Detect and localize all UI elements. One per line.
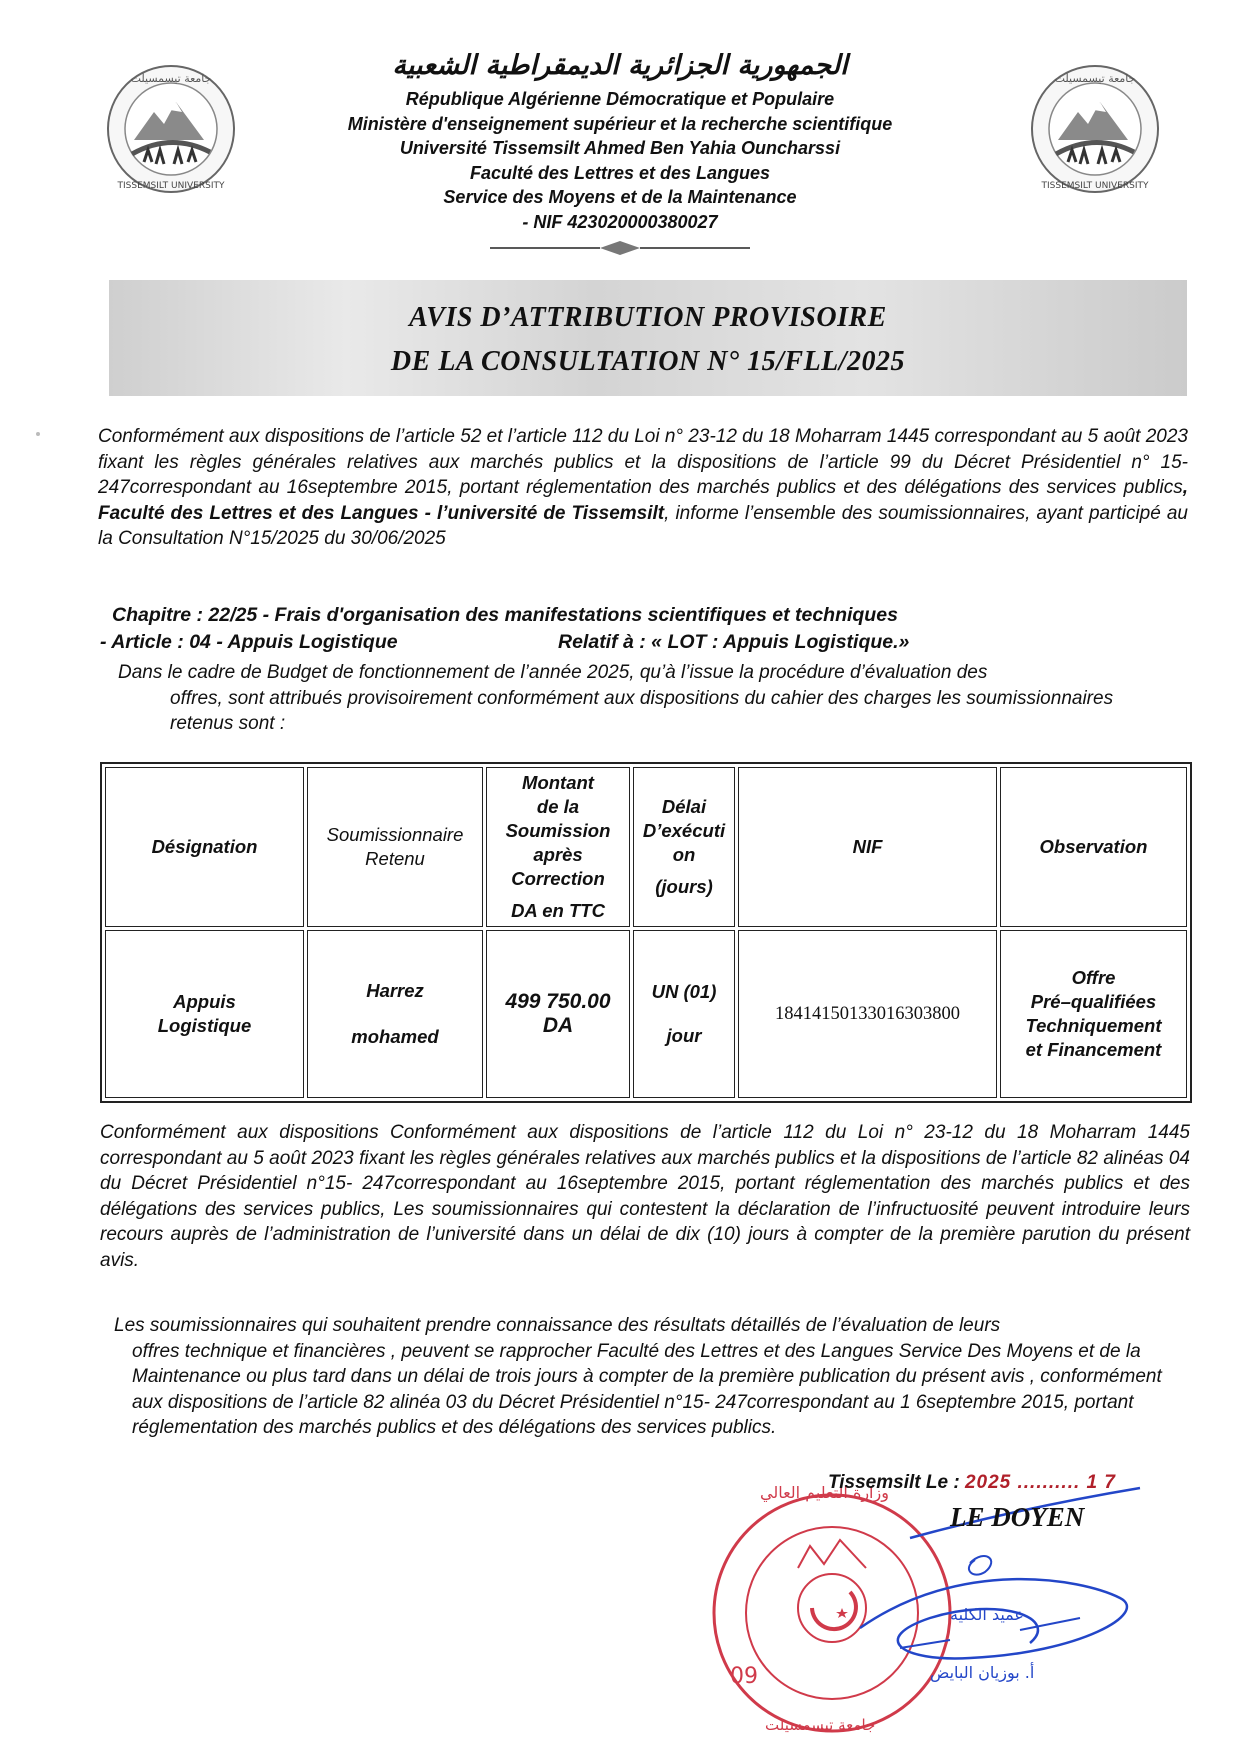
chapter-line: Chapitre : 22/25 - Frais d'organisation des manifestations scientifiques et techniques xyxy=(112,604,898,626)
table-row xyxy=(105,930,1187,1098)
svg-text:TISSEMSILT UNIVERSITY: TISSEMSILT UNIVERSITY xyxy=(1041,181,1149,191)
signature-date-stamp: 2025 .......... 1 7 xyxy=(964,1472,1116,1493)
svg-text:جامعة تيسمسيلت: جامعة تيسمسيلت xyxy=(1054,72,1136,85)
col-soumissionnaire: Soumissionnaire Retenu xyxy=(307,767,483,927)
letterhead xyxy=(250,50,990,258)
resultats-paragraph xyxy=(114,1313,1190,1441)
header-faculty: Faculté des Lettres et des Langues xyxy=(469,162,771,183)
budget-paragraph xyxy=(118,660,1178,737)
university-seal-left-icon xyxy=(104,62,238,196)
cell-delai: UN (01) jour xyxy=(633,930,735,1098)
signature-title: LE DOYEN xyxy=(950,1502,1085,1532)
article-line xyxy=(100,631,1190,654)
header-republic: République Algérienne Démocratique et Populaire xyxy=(405,89,835,109)
recours-paragraph: Conformément aux dispositions Conformément aux dispositions de l’article 112 du Loi n° 23-12 du 18 Moharram 1445 correspondant au 5 août 2023 fixant les règles générales relatives aux marchés publics et la dispositions de l’article 82 alinéas 04 du Décret Présidentiel n°15- 247correspondant au 16septembre 2015, portant réglementation des marchés publics et des délégations des services publics, Les soumissionnaires qui contestent la déclaration de l’infructuosité peuvent introduire leurs recours auprès de l’administration de l’université dans un délai de dix (10) jours à compter de la première parution du présent avis. xyxy=(100,1122,1190,1271)
cell-nif: 18414150133016303800 xyxy=(738,930,997,1098)
col-delai: Délai D’exécuti on (jours) xyxy=(633,767,735,927)
svg-text:جامعة تيسمسيلت: جامعة تيسمسيلت xyxy=(130,72,212,85)
arabic-republic-title: الجمهورية الجزائرية الديمقراطية الشعبية xyxy=(392,50,848,81)
svg-text:أ. بوزيان البايض: أ. بوزيان البايض xyxy=(930,1663,1035,1682)
col-designation: Désignation xyxy=(105,767,304,927)
title-line-2: DE LA CONSULTATION N° 15/FLL/2025 xyxy=(390,346,906,377)
intro-text-part2: , informe l’ensemble des soumissionnaires, ayant participé au la Consultation N°15/2025 du 30/06/2025 xyxy=(98,502,1188,549)
title-banner xyxy=(109,280,1187,396)
svg-text:عميد الكلية: عميد الكلية xyxy=(950,1605,1024,1624)
cell-montant: 499 750.00 DA xyxy=(486,930,630,1098)
col-observation: Observation xyxy=(1000,767,1187,927)
cell-designation: Appuis Logistique xyxy=(105,930,304,1098)
cell-soumissionnaire: Harrez mohamed xyxy=(307,930,483,1098)
title-line-1: AVIS D’ATTRIBUTION PROVISOIRE xyxy=(409,302,887,333)
university-seal-right-icon xyxy=(1028,62,1162,196)
intro-faculty-bold: , Faculté des Lettres et des Langues - l’université de Tissemsilt xyxy=(98,477,1188,524)
header-service: Service des Moyens et de la Maintenance xyxy=(443,187,797,207)
svg-text:09: 09 xyxy=(730,1664,758,1689)
resultats-first-line: Les soumissionnaires qui souhaitent prendre connaissance des résultats détaillés de l’évaluation de leurs xyxy=(114,1315,1001,1336)
attribution-table xyxy=(100,762,1192,1103)
cell-observation: Offre Pré–qualifiées Techniquement et Financement xyxy=(1000,930,1187,1098)
svg-text:TISSEMSILT UNIVERSITY: TISSEMSILT UNIVERSITY xyxy=(117,181,225,191)
header-ministry: Ministère d'enseignement supérieur et la recherche scientifique xyxy=(347,113,893,134)
scan-speck xyxy=(36,432,40,436)
signature-place: Tissemsilt Le : xyxy=(828,1472,965,1493)
article-label: - Article : 04 - Appuis Logistique xyxy=(100,631,398,653)
resultats-rest: offres technique et financières , peuvent se rapprocher Faculté des Lettres et des Langues Service Des Moyens et de la Maintenance ou plus tard dans un délai de trois jours à compter de la première publication du présent avis , conformément aux dispositions de l’article 82 alinéa 03 du Décret Présidentiel n°15- 247correspondant au 1 6septembre 2015, portant réglementation des marchés publics et des délégations des services publics. xyxy=(132,1340,1162,1438)
intro-paragraph xyxy=(98,424,1188,552)
signature-place-date xyxy=(828,1472,1116,1494)
svg-text:جامعة تيسمسيلت: جامعة تيسمسيلت xyxy=(765,1716,876,1734)
svg-text:وزارة التعليم العالي: وزارة التعليم العالي xyxy=(760,1483,889,1502)
relatif-label: Relatif à : « LOT : Appuis Logistique.» xyxy=(558,631,910,653)
header-nif: - NIF 423020000380027 xyxy=(522,211,718,232)
intro-text-part1: Conformément aux dispositions de l’article 52 et l’article 112 du Loi n° 23-12 du 18 Moharram 1445 correspondant au 5 août 2023 fixant les règles générales relatives aux marchés publics et la dispositions de l’article 99 du Décret Présidentiel n° 15- 247correspondant au 16septembre 2015, portant réglementation des marchés publics et des délégations des services publics xyxy=(98,426,1188,498)
budget-rest: offres, sont attribués provisoirement conformément aux dispositions du cahier des charges les soumissionnaires retenus sont : xyxy=(170,687,1114,734)
header-university: Université Tissemsilt Ahmed Ben Yahia Ouncharssi xyxy=(399,138,841,158)
divider-ornament-icon xyxy=(490,238,750,258)
col-nif: NIF xyxy=(738,767,997,927)
budget-first-line: Dans le cadre de Budget de fonctionnement de l’année 2025, qu’à l’issue la procédure d’évaluation des xyxy=(118,662,988,683)
col-montant: Montant de la Soumission après Correction DA en TTC xyxy=(486,767,630,927)
table-header-row xyxy=(105,767,1187,927)
